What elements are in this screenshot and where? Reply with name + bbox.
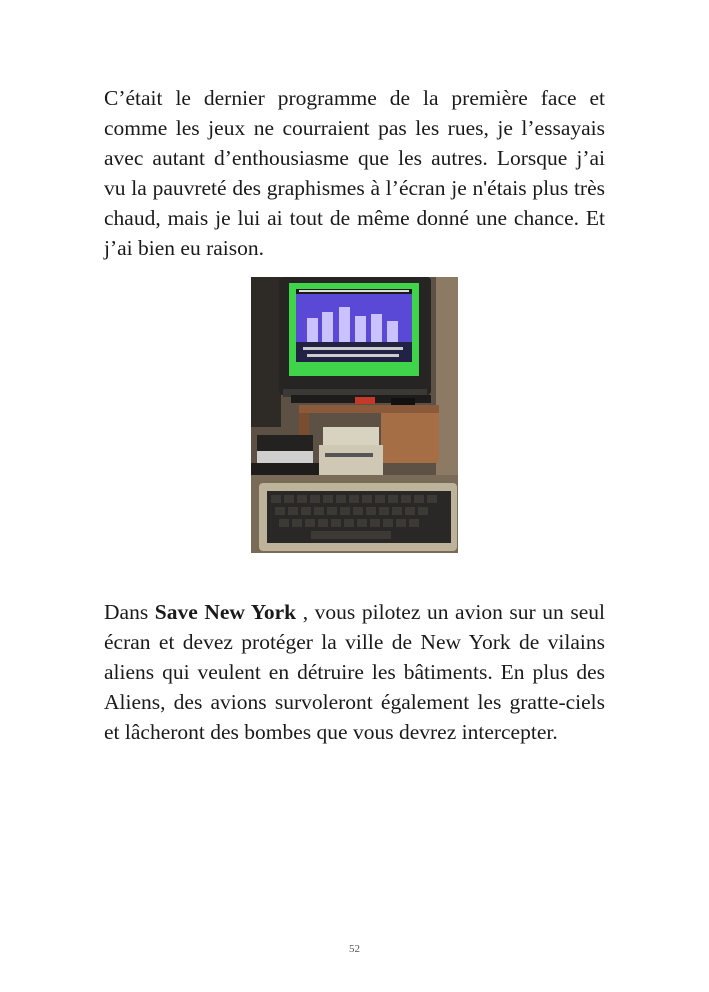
paragraph-save-new-york: [104, 597, 605, 747]
paragraph-body: , vous pilotez un avion sur un seul écran et devez protéger la ville de New York de vilains aliens qui veulent en détruire les bâtiments. En plus des Aliens, des avions survoleront également les gratte-ciels et lâcheront des bombes que vous devrez intercepter.: [104, 600, 605, 744]
photo-commodore-setup: [251, 277, 458, 553]
game-title: Save New York: [154, 600, 297, 624]
paragraph-prefix: Dans: [104, 600, 155, 624]
page-number: 52: [349, 943, 360, 955]
paragraph-intro: C’était le dernier programme de la première face et comme les jeux ne courraient pas les rues, je l’essayais avec autant d’enthousiasme que les autres. Lorsque j’ai vu la pauvreté des graphismes à l’écran je n'étais plus très chaud, mais je lui ai tout de même donné une chance. Et j’ai bien eu raison.: [104, 86, 605, 260]
